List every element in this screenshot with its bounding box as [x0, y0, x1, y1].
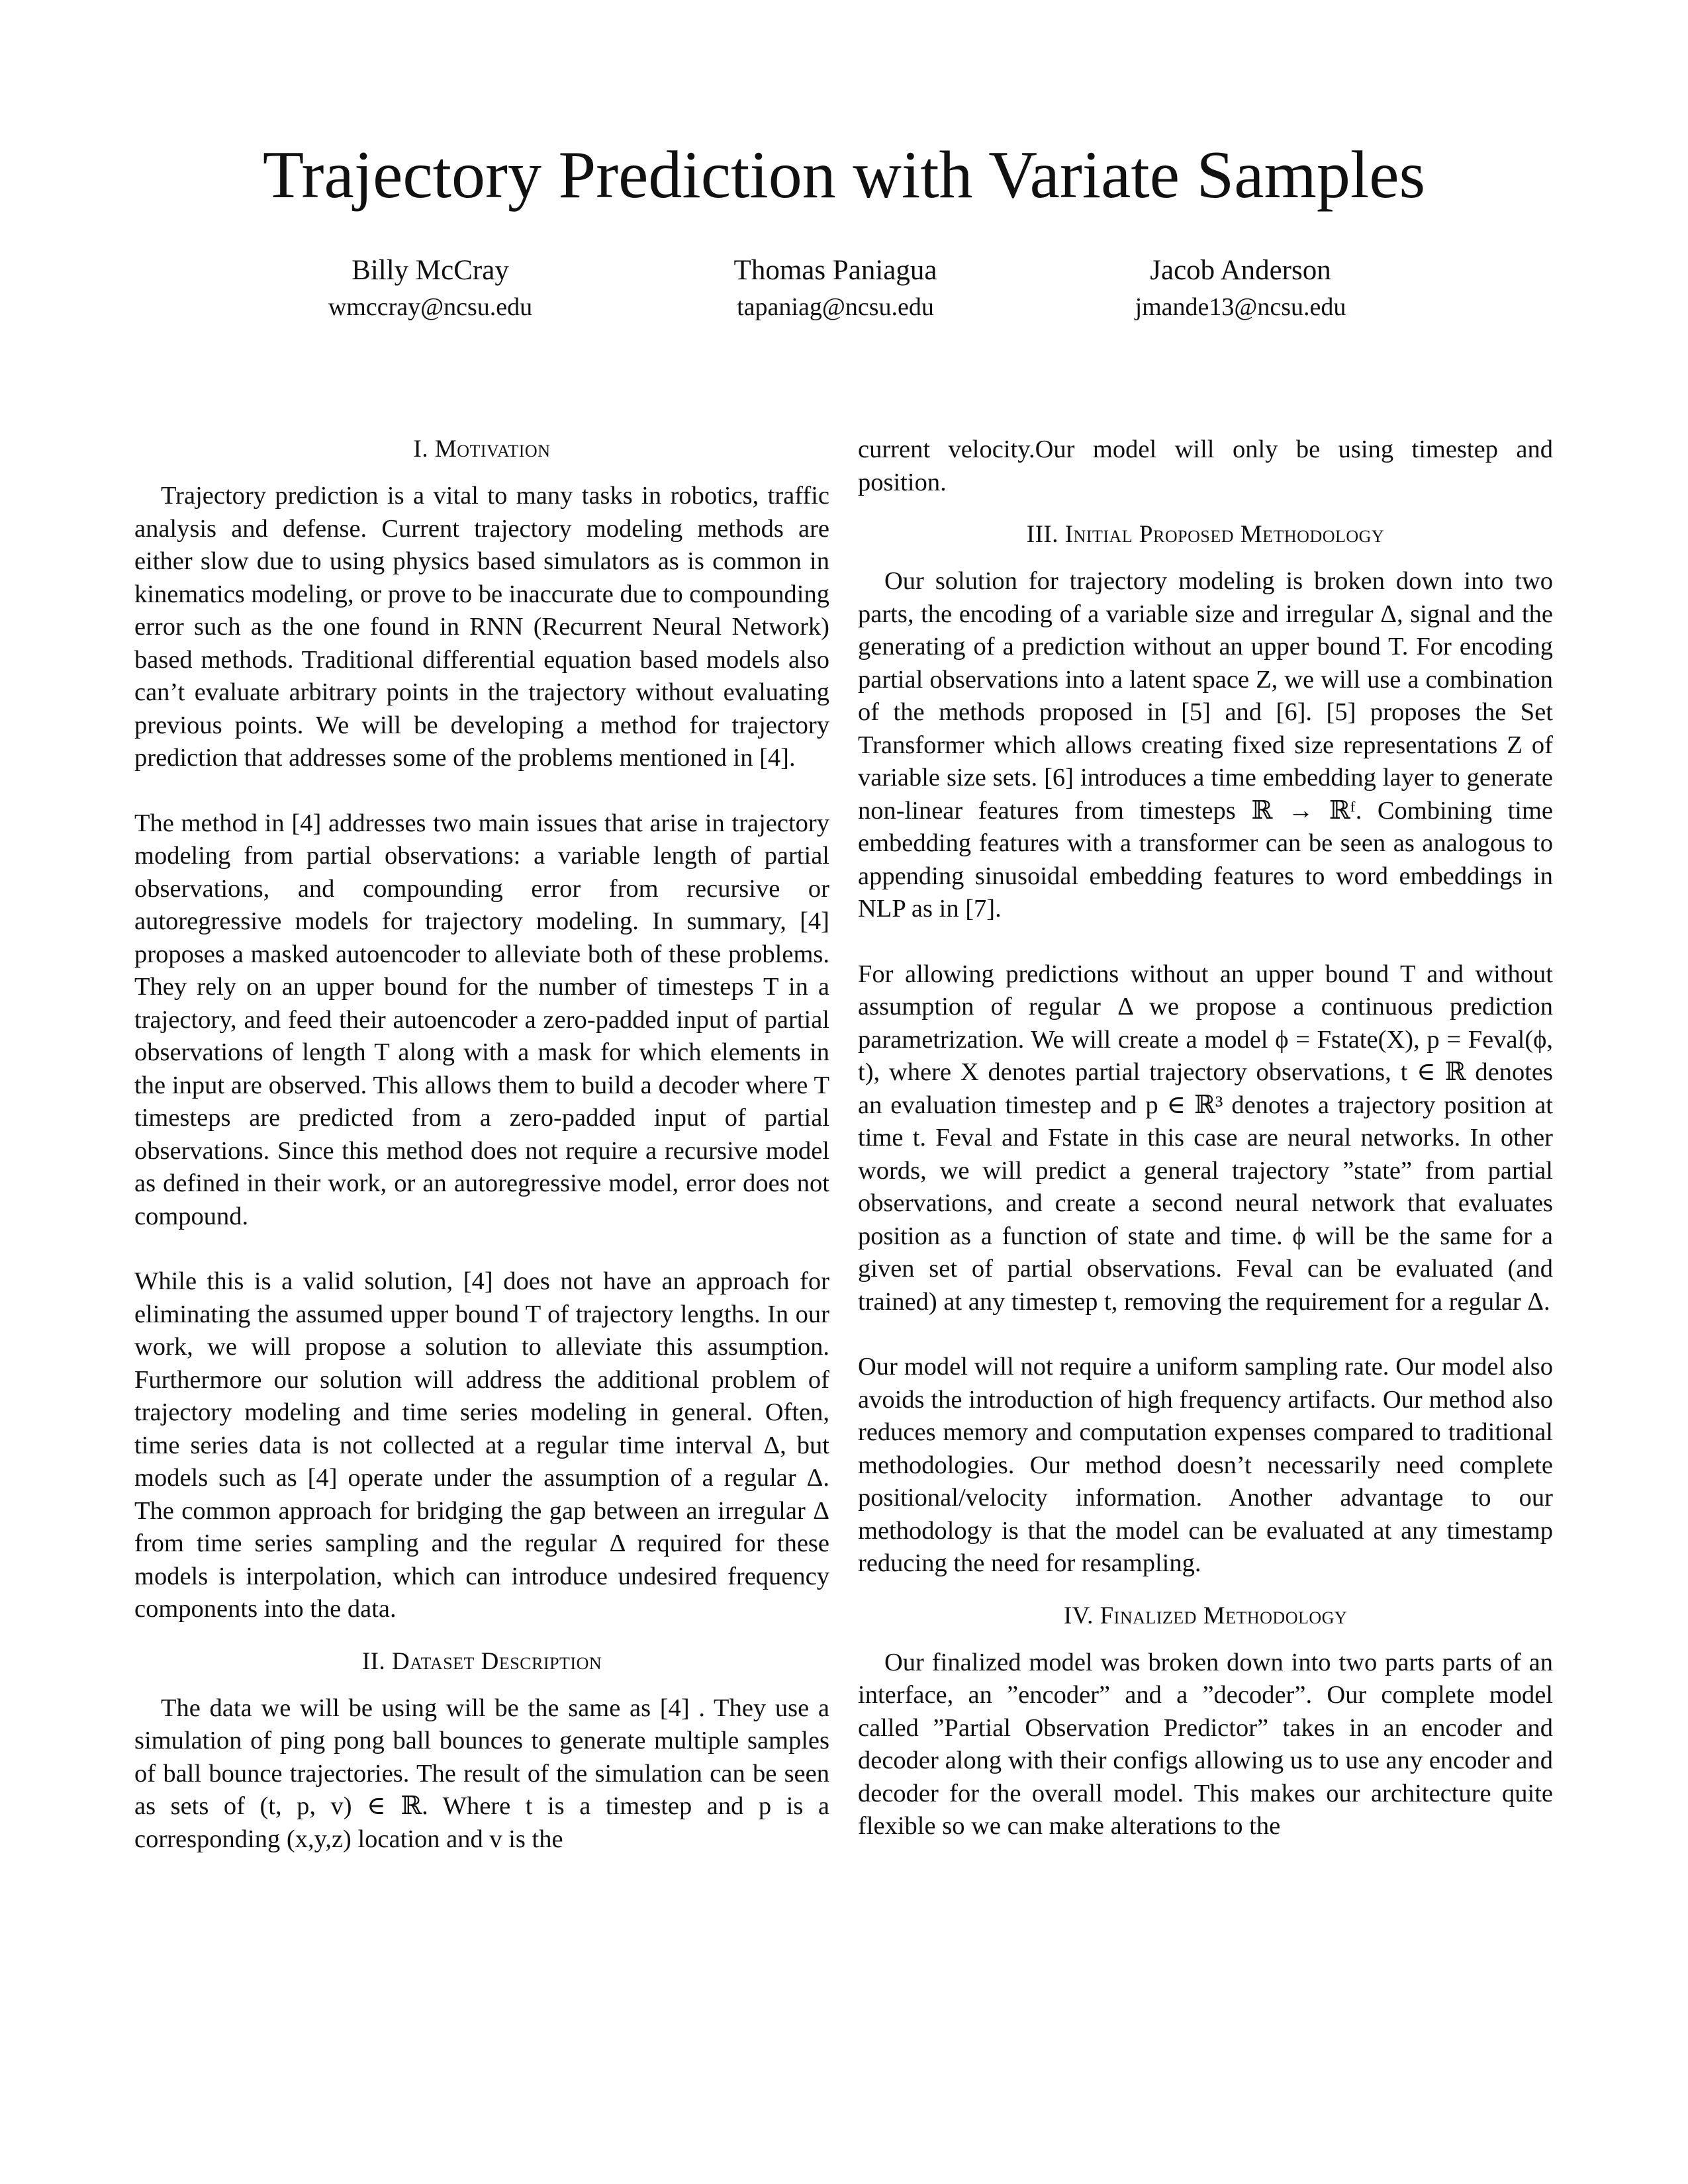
section-heading-dataset: II. Dataset Description	[361, 1647, 602, 1675]
motivation-paragraph-3: While this is a valid solution, [4] does not have an approach for eliminating the assumed upper bound T of trajectory lengths. In our work, we will propose a solution to alleviate this assumption. Furthermore our solution will address the additional problem of trajectory modeling and time series modeling in general. Often, time series data is not collected at a regular time interval Δ, but models such as [4] operate under the assumption of a regular Δ. The common approach for bridging the gap between an irregular Δ from time series sampling and the regular Δ required for these models is interpolation, which can introduce undesired frequency components into the data.	[134, 1267, 829, 1623]
dataset-paragraph-continuation: current velocity.Our model will only be using timestep and position.	[858, 435, 1553, 496]
initial-methodology-paragraph-1: Our solution for trajectory modeling is broken down into two parts, the encoding of a variable size and irregular Δ, signal and the generating of a prediction without an upper bound T. For encoding partial observations into a latent space Z, we will use a combination of the methods proposed in [5] and [6]. [5] proposes the Set Transformer which allows creating fixed size representations Z of variable size sets. [6] introduces a time embedding layer to generate non-linear features from timesteps ℝ → ℝᶠ. Combining time embedding features with a transformer can be seen as analogous to appending sinusoidal embedding features to word embeddings in NLP as in [7].	[858, 567, 1553, 923]
author-jacob-anderson	[1009, 251, 1472, 324]
paper-title: Trajectory Prediction with Variate Samples	[262, 138, 1426, 212]
author-name: Jacob Anderson	[1150, 255, 1331, 286]
motivation-paragraph-1: Trajectory prediction is a vital to many tasks in robotics, traffic analysis and defense. Current trajectory modeling methods are either slow due to using physics based simulators as is common in kinematics modeling, or prove to be inaccurate due to compounding error such as the one found in RNN (Recurrent Neural Network) based methods. Traditional differential equation based models also can’t evaluate arbitrary points in the trajectory without evaluating previous points. We will be developing a method for trajectory prediction that addresses some of the problems mentioned in [4].	[134, 482, 829, 772]
author-name: Billy McCray	[352, 255, 509, 286]
dataset-paragraph-1: The data we will be using will be the same as [4] . They use a simulation of ping pong ball bounces to generate multiple samples of ball bounce trajectories. The result of the simulation can be seen as sets of (t, p, v) ∈ ℝ. Where t is a timestep and p is a corresponding (x,y,z) location and v is the	[134, 1694, 829, 1853]
finalized-methodology-paragraph-1: Our finalized model was broken down into two parts parts of an interface, an ”encoder” and a ”decoder”. Our complete model called ”Partial Observation Predictor” takes in an encoder and decoder along with their configs allowing us to use any encoder and decoder for the overall model. This makes our architecture quite flexible so we can make alterations to the	[858, 1648, 1553, 1840]
section-heading-finalized-methodology: IV. Finalized Methodology	[1063, 1602, 1348, 1629]
motivation-paragraph-2: The method in [4] addresses two main issues that arise in trajectory modeling from partial observations: a variable length of partial observations, and compounding error from recursive or autoregressive models for trajectory modeling. In summary, [4] proposes a masked autoencoder to alleviate both of these problems. They rely on an upper bound for the number of timesteps T in a trajectory, and feed their autoencoder a zero-padded input of partial observations of length T along with a mask for which elements in the input are observed. This allows them to build a decoder where T timesteps are predicted from a zero-padded input of partial observations. Since this method does not require a recursive model as defined in their work, or an autoregressive model, error does not compound.	[134, 809, 829, 1230]
initial-methodology-paragraph-3: Our model will not require a uniform sampling rate. Our model also avoids the introduction of high frequency artifacts. Our method also reduces memory and computation expenses compared to traditional methodologies. Our method doesn’t necessarily need complete positional/velocity information. Another advantage to our methodology is that the model can be evaluated at any timestamp reducing the need for resampling.	[858, 1353, 1553, 1577]
section-heading-initial-methodology: III. Initial Proposed Methodology	[1026, 521, 1385, 548]
author-email: jmande13@ncsu.edu	[1135, 293, 1346, 321]
author-name: Thomas Paniagua	[733, 255, 937, 286]
initial-methodology-paragraph-2: For allowing predictions without an upper bound T and without assumption of regular Δ we propose a continuous prediction parametrization. We will create a model ϕ = Fstate(X), p = Feval(ϕ, t), where X denotes partial trajectory observations, t ∈ ℝ denotes an evaluation timestep and p ∈ ℝ³ denotes a trajectory position at time t. Feval and Fstate in this case are neural networks. In other words, we will predict a general trajectory ”state” from partial observations, and create a second neural network that evaluates position as a function of state and time. ϕ will be the same for a given set of partial observations. Feval can be evaluated (and trained) at any timestep t, removing the requirement for a regular Δ.	[858, 960, 1553, 1316]
section-heading-motivation: I. Motivation	[413, 435, 551, 463]
right-column	[858, 433, 1553, 2121]
author-email: wmccray@ncsu.edu	[328, 293, 533, 321]
author-billy-mccray	[199, 251, 662, 324]
author-block	[0, 251, 1688, 344]
author-thomas-paniagua	[604, 251, 1067, 324]
author-email: tapaniag@ncsu.edu	[737, 293, 934, 321]
left-column	[134, 433, 829, 2121]
